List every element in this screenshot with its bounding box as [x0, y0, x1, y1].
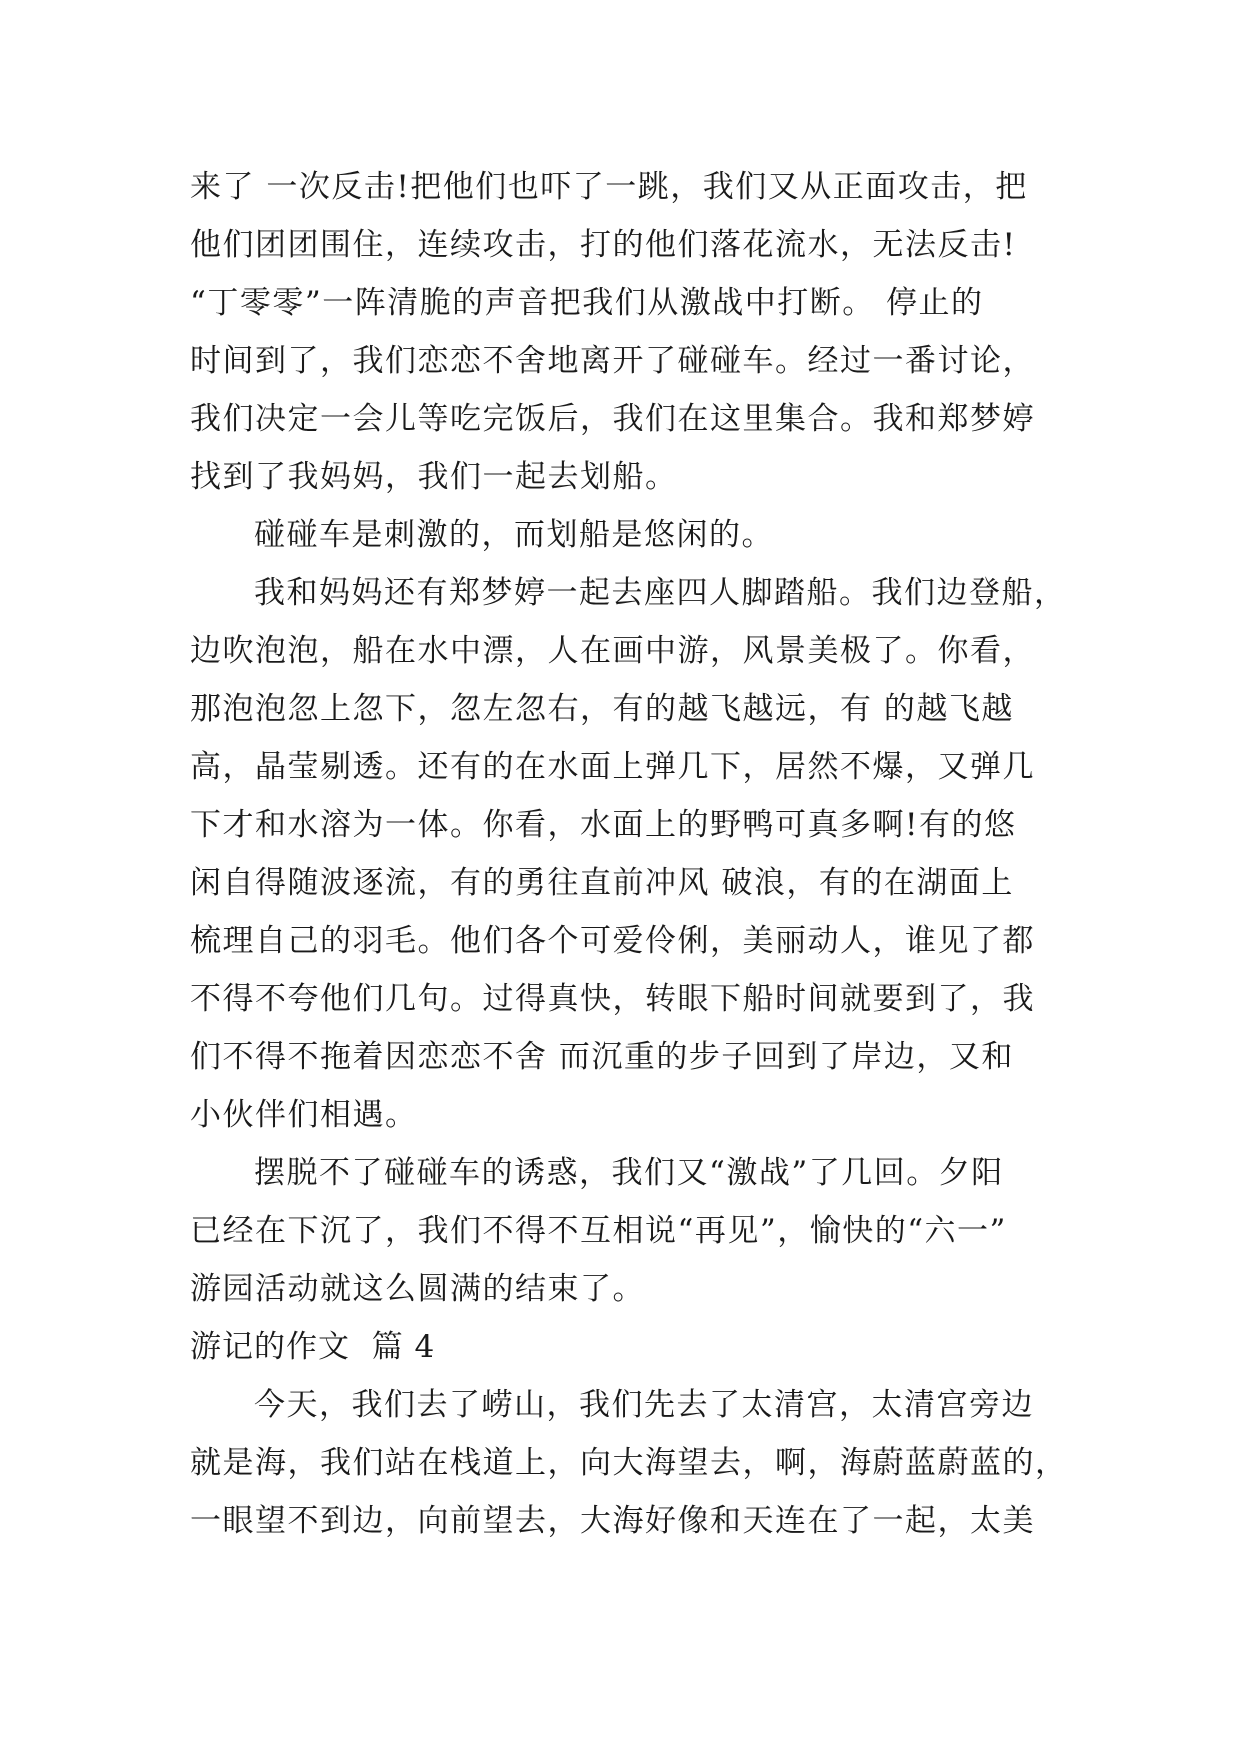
text-line: 高，晶莹剔透。还有的在水面上弹几下，居然不爆，又弹几 — [190, 749, 1035, 785]
text-line: 闲自得随波逐流，有的勇往直前冲风 破浪，有的在湖面上 — [190, 865, 1014, 901]
essay-body — [190, 158, 1070, 1550]
text-line: 游园活动就这么圆满的结束了。 — [190, 1271, 645, 1307]
text-line: 时间到了，我们恋恋不舍地离开了碰碰车。经过一番讨论， — [190, 343, 1035, 379]
text-line: “丁零零”一阵清脆的声音把我们从激战中打断。 停止的 — [190, 285, 984, 321]
text-line: 碰碰车是刺激的，而划船是悠闲的。 — [254, 517, 774, 553]
text-line: 我和妈妈还有郑梦婷一起去座四人脚踏船。我们边登船， — [254, 575, 1067, 611]
section-heading: 游记的作文 篇 4 — [190, 1329, 436, 1365]
text-line: 一眼望不到边，向前望去，大海好像和天连在了一起，太美 — [190, 1503, 1035, 1539]
text-line: 们不得不拖着因恋恋不舍 而沉重的步子回到了岸边，又和 — [190, 1039, 1014, 1075]
text-line: 他们团团围住，连续攻击，打的他们落花流水，无法反击! — [190, 227, 1017, 263]
text-line: 小伙伴们相遇。 — [190, 1097, 418, 1133]
text-line: 今天，我们去了崂山，我们先去了太清宫，太清宫旁边 — [254, 1387, 1034, 1423]
text-line: 那泡泡忽上忽下，忽左忽右，有的越飞越远，有 的越飞越 — [190, 691, 1014, 727]
text-line: 摆脱不了碰碰车的诱惑，我们又“激战”了几回。夕阳 — [254, 1155, 1004, 1191]
text-line: 边吹泡泡，船在水中漂，人在画中游，风景美极了。你看， — [190, 633, 1035, 669]
text-line: 找到了我妈妈，我们一起去划船。 — [190, 459, 678, 495]
text-line: 已经在下沉了，我们不得不互相说“再见”，愉快的“六一” — [190, 1213, 1007, 1249]
text-line: 下才和水溶为一体。你看，水面上的野鸭可真多啊!有的悠 — [190, 807, 1017, 843]
text-line: 我们决定一会儿等吃完饭后，我们在这里集合。我和郑梦婷 — [190, 401, 1035, 437]
text-line: 来了 一次反击!把他们也吓了一跳，我们又从正面攻击，把 — [190, 169, 1028, 205]
text-line: 不得不夸他们几句。过得真快，转眼下船时间就要到了，我 — [190, 981, 1035, 1017]
text-line: 就是海，我们站在栈道上，向大海望去，啊，海蔚蓝蔚蓝的， — [190, 1445, 1068, 1481]
text-line: 梳理自己的羽毛。他们各个可爱伶俐，美丽动人，谁见了都 — [190, 923, 1035, 959]
